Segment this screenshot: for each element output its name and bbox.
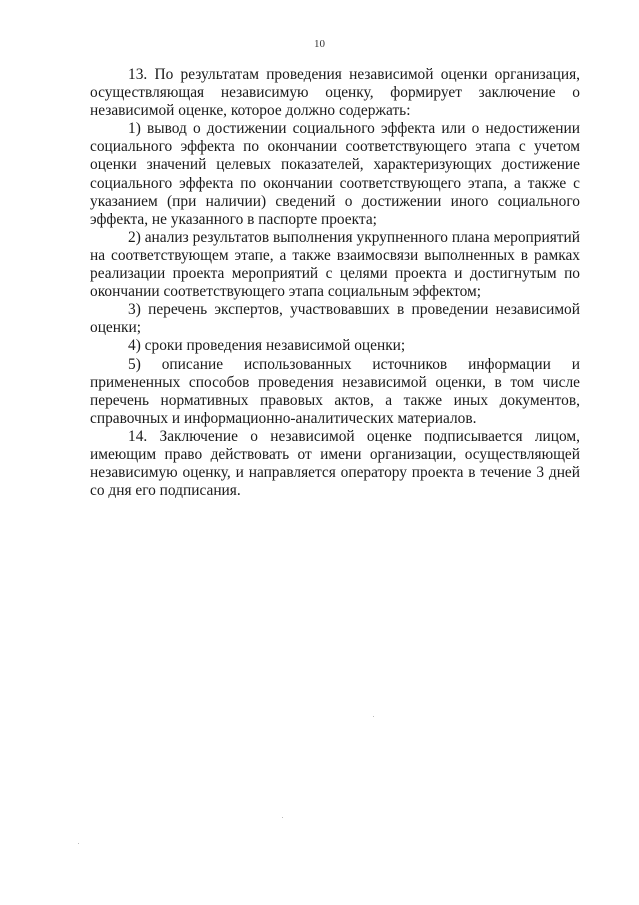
list-item-1: 1) вывод о достижении социального эффекта или о недостижении социального эффекта по окончании соответствующего этапа с учетом оценки значений целевых показателей, характеризующих достижение социального эффекта по окончании соответствующего этапа, а также с указанием (при наличии) сведений о достижении иного социального эффекта, не указанного в паспорте проекта; [90, 120, 580, 228]
page-number: 10 [314, 38, 325, 50]
paragraph-14: 14. Заключение о независимой оценке подписывается лицом, имеющим право действовать от имени организации, осуществляющей независимую оценку, и направляется оператору проекта в течение 3 дней со дня его подписания. [90, 427, 580, 500]
scan-speck [78, 843, 79, 844]
scan-speck [282, 817, 283, 818]
list-item-2: 2) анализ результатов выполнения укрупненного плана мероприятий на соответствующем этапе, а также взаимосвязи выполненных в рамках реализации проекта мероприятий с целями проекта и достигнутым по окончании соответствующего этапа социальным эффектом; [90, 228, 580, 301]
list-item-4: 4) сроки проведения независимой оценки; [128, 337, 406, 355]
document-body [90, 66, 580, 500]
list-item-3: 3) перечень экспертов, участвовавших в проведении независимой оценки; [90, 301, 580, 337]
paragraph-13: 13. По результатам проведения независимой оценки организация, осуществляющая независимую оценку, формирует заключение о независимой оценке, которое должно содержать: [90, 66, 580, 120]
list-item-5: 5) описание использованных источников информации и примененных способов проведения независимой оценки, в том числе перечень нормативных правовых актов, а также иных документов, справочных и информационно-аналитических материалов. [90, 355, 580, 427]
scan-speck [373, 716, 374, 717]
